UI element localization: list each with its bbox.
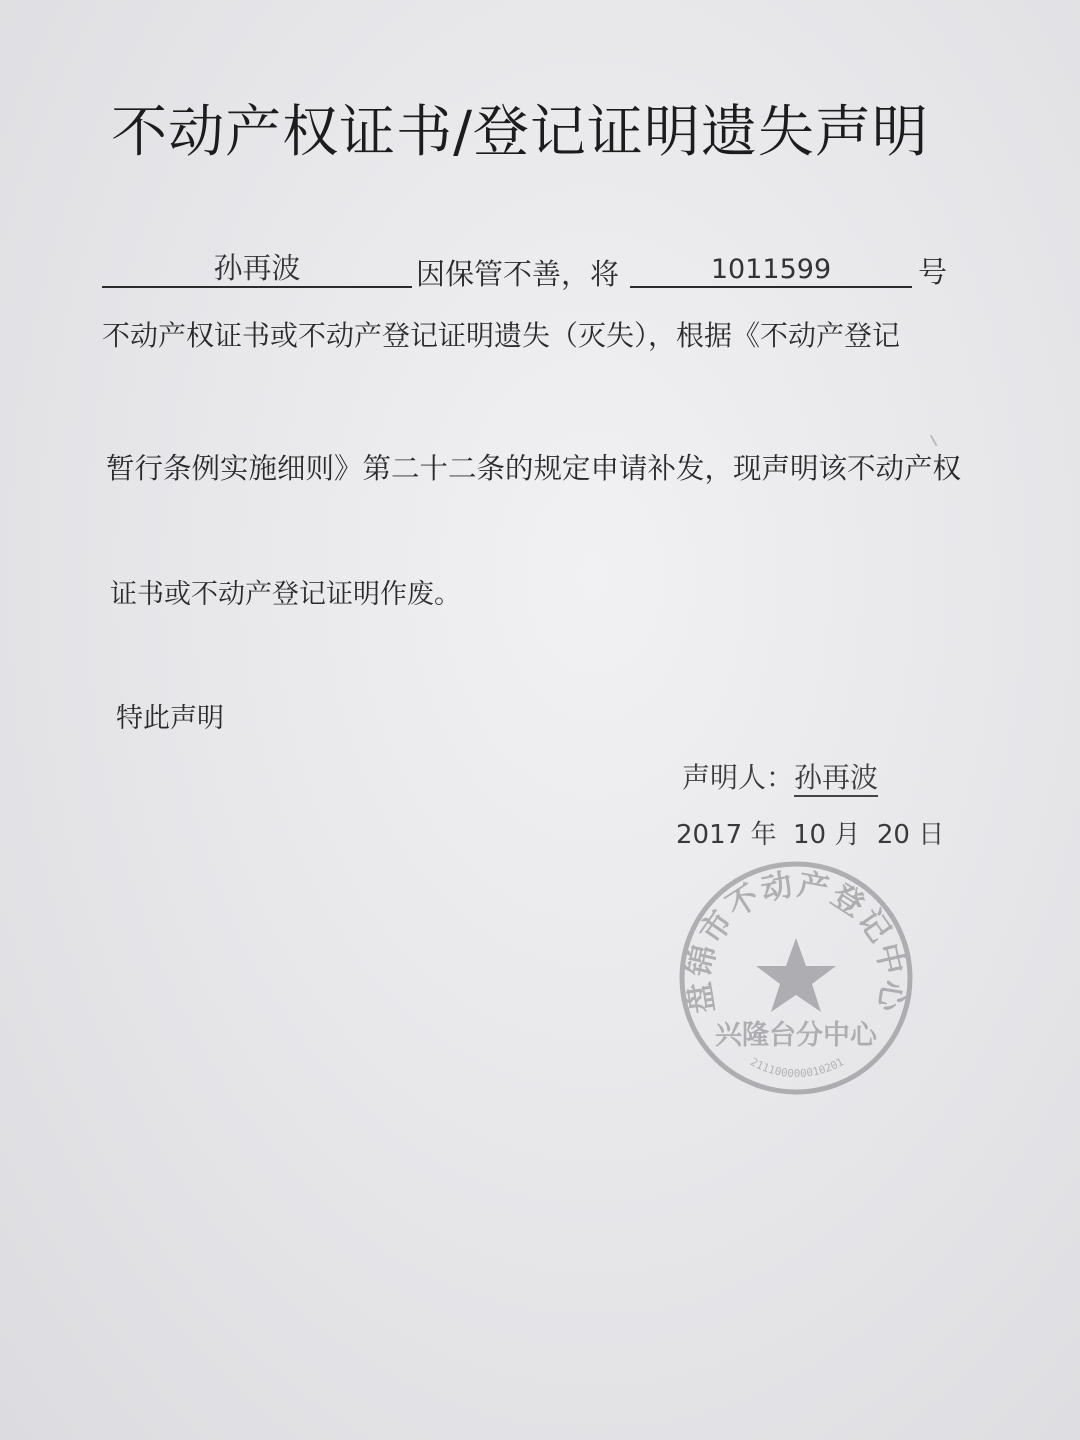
seal-branch: 兴隆台分中心	[715, 1020, 877, 1051]
body-line-4: 证书或不动产登记证明作废。	[110, 579, 461, 610]
declarant-label: 声明人：	[682, 761, 795, 794]
number-suffix: 号	[918, 255, 948, 289]
declarant-signature-name: 孙再波	[794, 761, 878, 797]
certificate-number: 1011599	[710, 254, 832, 285]
declarant-signature	[682, 756, 878, 796]
certificate-number-blank	[630, 252, 912, 288]
date-month-unit: 月	[834, 820, 861, 850]
date-year-unit: 年	[750, 820, 777, 850]
date-year: 2017	[676, 820, 743, 850]
reason-text: 因保管不善，将	[416, 257, 620, 291]
declaration-date	[676, 814, 944, 851]
body-line-2: 不动产权证书或不动产登记证明遗失（灭失），根据《不动产登记	[102, 319, 901, 352]
declarant-name-blank	[102, 252, 412, 288]
declarant-name: 孙再波	[213, 251, 301, 285]
date-day: 20	[876, 820, 910, 850]
seal-org-name-path: 盘锦市不动产登记中心	[680, 866, 912, 1016]
document-title: 不动产权证书/登记证明遗失声明	[111, 100, 929, 165]
star-icon	[756, 938, 836, 1012]
seal-code	[748, 1055, 846, 1080]
seal-code-path: 211100000010201	[748, 1055, 846, 1081]
closing-text: 特此声明	[116, 703, 224, 734]
paper-mark	[930, 430, 946, 446]
official-seal	[676, 858, 916, 1098]
date-day-unit: 日	[918, 820, 945, 850]
body-line-3: 暂行条例实施细则》第二十二条的规定申请补发，现声明该不动产权	[106, 452, 962, 485]
date-month: 10	[792, 820, 827, 850]
